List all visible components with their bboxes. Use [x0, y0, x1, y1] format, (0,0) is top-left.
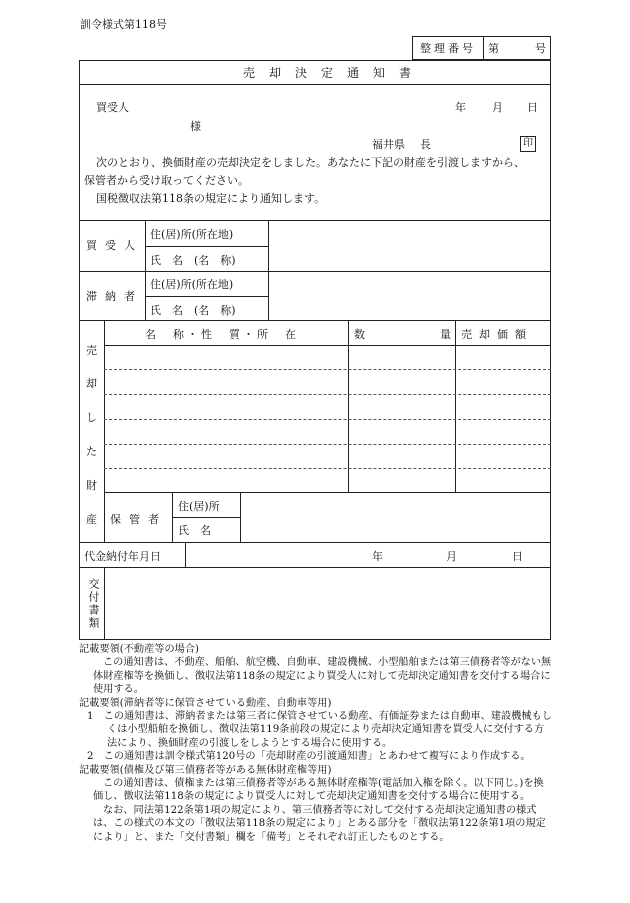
notes-section: [79, 643, 553, 844]
custodian-address-label: 住(居)所: [178, 500, 220, 513]
payment-year: 年: [372, 550, 383, 563]
seiri-number-table: [412, 36, 551, 60]
notes-para-1: この通知書は、不動産、船舶、航空機、自動車、建設機械、小型船舶または第三債務者等がない無体財産権等を換価し、徴収法第118条の規定により買受人に対して売却決定通知書を交付する場合に使用する。: [93, 657, 552, 696]
custodian-name-label: 氏 名: [178, 524, 211, 537]
custodian-label: 保管者: [110, 513, 167, 526]
seiri-label: 整理番号: [413, 37, 484, 60]
delivered-docs-label: 交付書類: [87, 578, 100, 630]
kaiukenin-label: 買受人: [86, 239, 143, 252]
issuer-pref: 福井県: [372, 138, 405, 151]
col-name-header: 名 称・性 質・所 在: [145, 328, 299, 341]
seiri-dai: 第: [488, 42, 499, 55]
date-day: 日: [527, 101, 538, 114]
taino-label: 滞納者: [86, 290, 143, 303]
payment-label: 代金納付年月日: [84, 550, 161, 563]
property-side-5: 財: [86, 479, 97, 492]
property-side-4: た: [86, 445, 97, 458]
col-qty-header-right: 量: [440, 328, 451, 341]
property-side-3: し: [86, 411, 97, 424]
property-row: [104, 468, 551, 469]
notes-para-3b: なお、同法第122条第1項の規定により、第三債務者等に対して交付する売却決定通知書の様式は、この様式の本文の「徴収法第118条の規定により」とある部分を「徴収法第122条第1項の規定により」と、また「交付書類」欄を「備考」とそれぞれ訂正したものとする。: [93, 804, 546, 843]
recipient-label: 買受人: [96, 101, 129, 114]
notes-item-2: 2 この通知書は訓令様式第120号の「売却財産の引渡通知書」とあわせて複写により作成する。: [87, 751, 531, 763]
body-line-1: 次のとおり、換価財産の売却決定をしました。あなたに下記の財産を引渡しますから、: [96, 156, 525, 169]
property-row: [104, 369, 551, 370]
form-title: 売却決定通知書: [243, 66, 426, 80]
payment-month: 月: [446, 550, 457, 563]
notes-heading-1: 記載要領(不動産等の場合): [79, 644, 200, 655]
seal-mark: 印: [520, 136, 536, 152]
body-line-3: 国税徴収法第118条の規定により通知します。: [96, 192, 326, 205]
taino-name-label: 氏 名 (名 称): [150, 304, 236, 317]
body-line-2: 保管者から受け取ってください。: [84, 174, 249, 187]
notes-para-3a: この通知書は、債権または第三債務者等がある無体財産権等(電話加入権を除く。以下同じ。)を換価し、徴収法第118条の規定により買受人に対して売却決定通知書を交付する場合に使用する。: [93, 778, 544, 803]
property-row: [104, 394, 551, 395]
taino-address-label: 住(居)所(所在地): [150, 278, 234, 291]
notes-heading-3: 記載要領(債権及び第三債務者等がある無体財産権等用): [79, 764, 332, 776]
property-row: [104, 419, 551, 420]
issuer-chief: 長: [420, 138, 431, 151]
payment-day: 日: [512, 550, 523, 563]
notes-heading-2: 記載要領(滞納者等に保管させている動産、自動車等用): [79, 697, 332, 709]
property-row: [104, 444, 551, 445]
property-side-6: 産: [86, 513, 97, 526]
seiri-value[interactable]: [484, 37, 551, 60]
date-month: 月: [492, 101, 503, 114]
date-year: 年: [455, 101, 466, 114]
body-text: [84, 154, 546, 208]
recipient-sama: 様: [190, 120, 201, 133]
col-price-header: 売却価額: [461, 328, 533, 341]
seiri-go: 号: [535, 42, 546, 55]
col-qty-header-left: 数: [354, 328, 365, 341]
form-number: 訓令様式第118号: [80, 18, 167, 31]
property-side-1: 売: [86, 344, 97, 357]
kaiukenin-address-label: 住(居)所(所在地): [150, 228, 234, 241]
kaiukenin-name-label: 氏 名 (名 称): [150, 254, 236, 267]
property-side-2: 却: [86, 377, 97, 390]
notes-item-1: 1 この通知書は、滞納者または第三者に保管させている動産、有価証券または自動車、建設機械もしくは小型船舶を換価し、徴収法第119条前段の規定により売却決定通知書を買受人に交付する方法により、換価財産の引渡しをしようとする場合に使用する。: [87, 711, 552, 749]
